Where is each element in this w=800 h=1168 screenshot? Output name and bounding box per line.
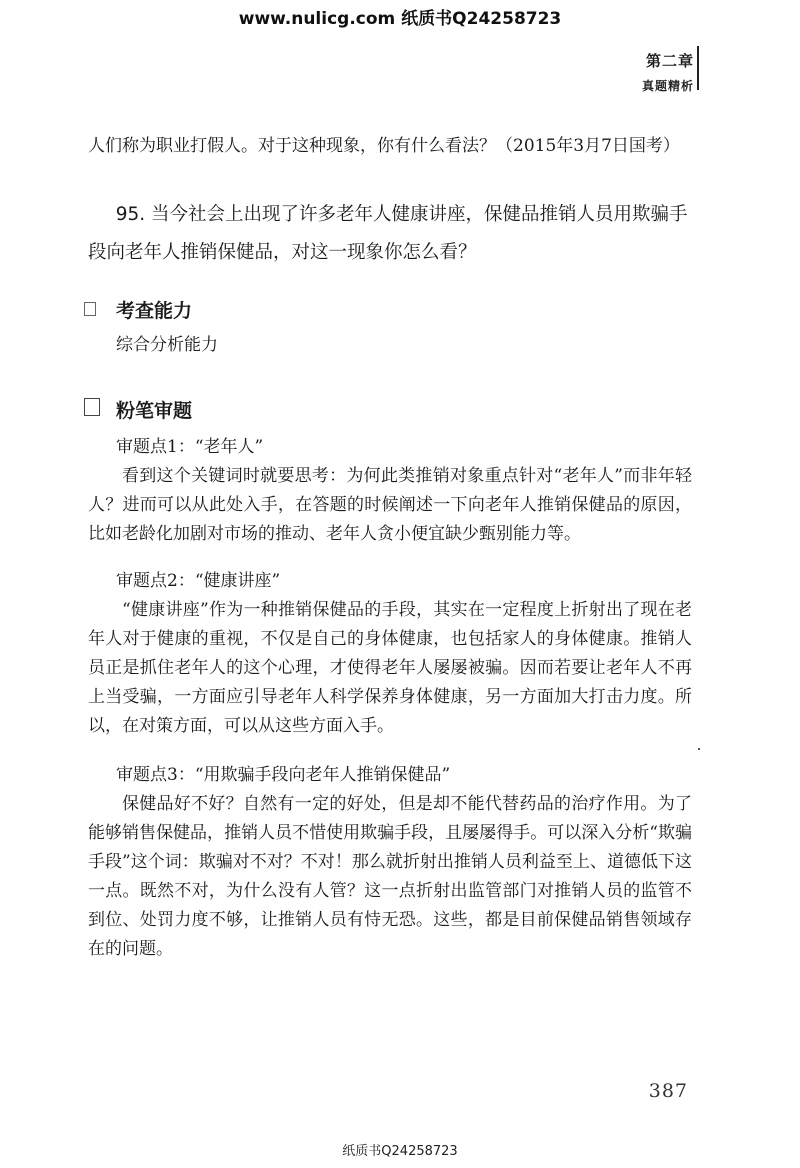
ability-heading: 考查能力 <box>116 300 193 322</box>
section-marker-icon <box>84 398 100 416</box>
ability-content: 综合分析能力 <box>116 335 218 355</box>
section-marker-icon <box>84 302 96 316</box>
review-point-text: “健康讲座”作为一种推销保健品的手段，其实在一定程度上折射出了现在老年人对于健康的重视，不仅是自己的身体健康，也包括家人的身体健康。推销人员正是抓住老年人的这个心理，才使得老年人屡屡被骗。因而若要让老年人不再上当受骗，一方面应引导老年人科学保养身体健康，另一方面加大打击力度。所以，在对策方面，可以从这些方面入手。 <box>88 600 692 736</box>
page-number: 387 <box>648 1080 688 1102</box>
review-point-text: 看到这个关键词时就要思考：为何此类推销对象重点针对“老年人”而非年轻人？进而可以从此处入手，在答题的时候阐述一下向老年人推销保健品的原因，比如老龄化加剧对市场的推动、老年人贪小便宜缺少甄别能力等。 <box>88 466 692 544</box>
intro-line: 人们称为职业打假人。对于这种现象，你有什么看法？（2015年3月7日国考） <box>88 136 680 156</box>
question-text: 95. 当今社会上出现了许多老年人健康讲座，保健品推销人员用欺骗手段向老年人推销保健品，对这一现象你怎么看？ <box>88 204 688 263</box>
review-point-label: 审题点2：“健康讲座” <box>116 571 281 591</box>
chapter-rule <box>697 46 699 90</box>
chapter-header <box>642 50 694 94</box>
top-watermark: www.nulicg.com 纸质书Q24258723 <box>238 9 562 29</box>
review-heading: 粉笔审题 <box>116 400 193 422</box>
review-point-label: 审题点1：“老年人” <box>116 437 264 457</box>
chapter-subtitle: 真题精析 <box>641 79 694 93</box>
bottom-watermark: 纸质书Q24258723 <box>342 1144 458 1159</box>
chapter-title: 第二章 <box>645 52 694 70</box>
review-point-label: 审题点3：“用欺骗手段向老年人推销保健品” <box>116 765 451 785</box>
review-point-text: 保健品好不好？自然有一定的好处，但是却不能代替药品的治疗作用。为了能够销售保健品，推销人员不惜使用欺骗手段，且屡屡得手。可以深入分析“欺骗手段”这个词：欺骗对不对？不对！那么就折射出推销人员利益至上、道德低下这一点。既然不对，为什么没有人管？这一点折射出监管部门对推销人员的监管不到位、处罚力度不够，让推销人员有恃无恐。这些，都是目前保健品销售领域存在的问题。 <box>88 794 692 959</box>
margin-mark <box>698 748 700 750</box>
